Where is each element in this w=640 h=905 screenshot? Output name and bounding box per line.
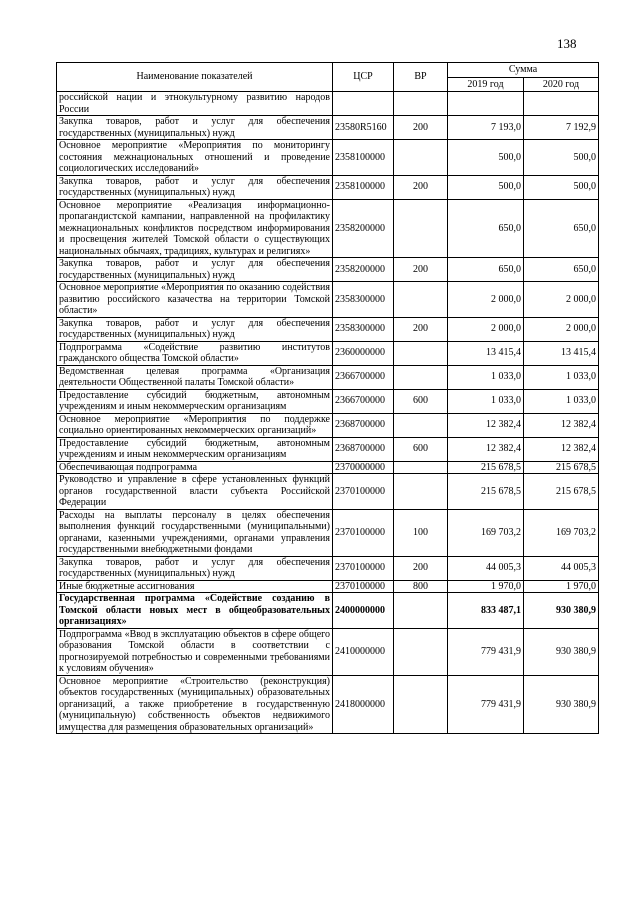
row-name: Подпрограмма «Содействие развитию институтов гражданского общества Томской области»	[57, 341, 333, 365]
row-sum-2019: 7 193,0	[448, 116, 524, 140]
row-name: Предоставление субсидий бюджетным, автономным учреждениям и иным некоммерческим организациям	[57, 437, 333, 461]
table-row	[57, 365, 599, 389]
table-row	[57, 675, 599, 734]
row-sum-2019: 2 000,0	[448, 282, 524, 318]
row-sum-2019: 44 005,3	[448, 556, 524, 580]
header-year-2020: 2020 год	[524, 77, 599, 92]
row-csr: 2358300000	[333, 317, 394, 341]
table-row	[57, 258, 599, 282]
row-sum-2019: 2 000,0	[448, 317, 524, 341]
row-vr	[394, 593, 448, 629]
row-vr	[394, 675, 448, 734]
row-vr: 200	[394, 317, 448, 341]
row-sum-2020: 650,0	[524, 258, 599, 282]
row-vr	[394, 199, 448, 258]
row-csr: 2366700000	[333, 365, 394, 389]
row-csr: 2370100000	[333, 580, 394, 593]
row-name: Закупка товаров, работ и услуг для обеспечения государственных (муниципальных) нужд	[57, 556, 333, 580]
row-sum-2019: 650,0	[448, 258, 524, 282]
row-csr: 2368700000	[333, 437, 394, 461]
row-sum-2020	[524, 92, 599, 116]
row-sum-2019: 215 678,5	[448, 461, 524, 474]
header-year-2019: 2019 год	[448, 77, 524, 92]
header-vr: ВР	[394, 63, 448, 92]
row-csr: 23580R5160	[333, 116, 394, 140]
row-sum-2020: 44 005,3	[524, 556, 599, 580]
row-name: Основное мероприятие «Реализация информационно-пропагандистской кампании, направленной на профилактику межнациональных конфликтов посредством информирования и просвещения жителей Томской области о существующих национальных обычаях, традициях, культурах и религиях»	[57, 199, 333, 258]
row-vr	[394, 92, 448, 116]
row-name: Закупка товаров, работ и услуг для обеспечения государственных (муниципальных) нужд	[57, 317, 333, 341]
table-row	[57, 474, 599, 510]
row-sum-2020: 500,0	[524, 140, 599, 176]
row-name: Закупка товаров, работ и услуг для обеспечения государственных (муниципальных) нужд	[57, 258, 333, 282]
page-number: 138	[557, 36, 577, 51]
row-vr: 200	[394, 556, 448, 580]
row-name: Ведомственная целевая программа «Организация деятельности Общественной палаты Томской области»	[57, 365, 333, 389]
row-vr	[394, 628, 448, 675]
table-row	[57, 175, 599, 199]
table-row	[57, 116, 599, 140]
row-sum-2019: 779 431,9	[448, 675, 524, 734]
row-sum-2020: 930 380,9	[524, 593, 599, 629]
row-sum-2020: 1 970,0	[524, 580, 599, 593]
row-csr: 2370100000	[333, 509, 394, 556]
row-sum-2019: 779 431,9	[448, 628, 524, 675]
row-csr: 2418000000	[333, 675, 394, 734]
row-csr: 2410000000	[333, 628, 394, 675]
row-sum-2019: 500,0	[448, 175, 524, 199]
row-sum-2019: 12 382,4	[448, 437, 524, 461]
table-row	[57, 92, 599, 116]
row-sum-2019: 169 703,2	[448, 509, 524, 556]
row-sum-2020: 930 380,9	[524, 675, 599, 734]
row-vr	[394, 341, 448, 365]
row-name: Руководство и управление в сфере установленных функций органов государственной власти субъекта Российской Федерации	[57, 474, 333, 510]
row-csr: 2368700000	[333, 413, 394, 437]
row-name: Расходы на выплаты персоналу в целях обеспечения выполнения функций государственными (муниципальными) органами, казенными учреждениями, органами управления государственными внебюджетными фондами	[57, 509, 333, 556]
table-header	[57, 63, 599, 92]
row-vr	[394, 461, 448, 474]
row-sum-2020: 930 380,9	[524, 628, 599, 675]
row-sum-2019: 1 970,0	[448, 580, 524, 593]
row-vr: 200	[394, 258, 448, 282]
row-vr	[394, 413, 448, 437]
row-sum-2020: 215 678,5	[524, 461, 599, 474]
row-csr: 2370000000	[333, 461, 394, 474]
row-sum-2019: 13 415,4	[448, 341, 524, 365]
row-vr: 200	[394, 116, 448, 140]
row-csr: 2358200000	[333, 258, 394, 282]
table-row	[57, 341, 599, 365]
row-vr	[394, 365, 448, 389]
row-csr: 2358200000	[333, 199, 394, 258]
row-sum-2020: 1 033,0	[524, 365, 599, 389]
row-name: Государственная программа «Содействие созданию в Томской области новых мест в общеобразовательных организациях»	[57, 593, 333, 629]
table-row	[57, 461, 599, 474]
row-vr	[394, 282, 448, 318]
table-row	[57, 593, 599, 629]
budget-table	[56, 62, 599, 734]
row-vr: 800	[394, 580, 448, 593]
row-vr: 200	[394, 175, 448, 199]
row-sum-2020: 7 192,9	[524, 116, 599, 140]
row-csr: 2366700000	[333, 389, 394, 413]
row-vr	[394, 474, 448, 510]
row-sum-2019: 1 033,0	[448, 365, 524, 389]
row-csr: 2400000000	[333, 593, 394, 629]
row-sum-2019	[448, 92, 524, 116]
row-sum-2019: 833 487,1	[448, 593, 524, 629]
row-vr	[394, 140, 448, 176]
row-csr: 2360000000	[333, 341, 394, 365]
row-sum-2020: 2 000,0	[524, 282, 599, 318]
row-vr: 100	[394, 509, 448, 556]
header-sum: Сумма	[448, 63, 599, 78]
table-row	[57, 317, 599, 341]
row-name: Закупка товаров, работ и услуг для обеспечения государственных (муниципальных) нужд	[57, 175, 333, 199]
row-sum-2020: 169 703,2	[524, 509, 599, 556]
row-vr: 600	[394, 389, 448, 413]
table-row	[57, 282, 599, 318]
row-sum-2019: 650,0	[448, 199, 524, 258]
row-csr: 2370100000	[333, 474, 394, 510]
table-row	[57, 509, 599, 556]
row-sum-2019: 500,0	[448, 140, 524, 176]
row-sum-2019: 1 033,0	[448, 389, 524, 413]
row-name: Обеспечивающая подпрограмма	[57, 461, 333, 474]
row-csr: 2370100000	[333, 556, 394, 580]
row-name: российской нации и этнокультурному развитию народов России	[57, 92, 333, 116]
row-name: Иные бюджетные ассигнования	[57, 580, 333, 593]
row-sum-2020: 2 000,0	[524, 317, 599, 341]
row-name: Основное мероприятие «Мероприятия по мониторингу состояния межнациональных отношений и проведение социологических исследований»	[57, 140, 333, 176]
row-sum-2020: 650,0	[524, 199, 599, 258]
row-csr: 2358300000	[333, 282, 394, 318]
row-sum-2020: 12 382,4	[524, 413, 599, 437]
row-name: Основное мероприятие «Строительство (реконструкция) объектов государственных (муниципальных) образовательных организаций, а также приобретение в государственную (муниципальную) собственность объектов недвижимого имущества для размещения образовательных организаций»	[57, 675, 333, 734]
table-body	[57, 92, 599, 734]
row-sum-2020: 12 382,4	[524, 437, 599, 461]
table-row	[57, 437, 599, 461]
row-csr	[333, 92, 394, 116]
table-row	[57, 628, 599, 675]
row-sum-2019: 215 678,5	[448, 474, 524, 510]
table-row	[57, 199, 599, 258]
row-name: Закупка товаров, работ и услуг для обеспечения государственных (муниципальных) нужд	[57, 116, 333, 140]
table-row	[57, 413, 599, 437]
table-row	[57, 389, 599, 413]
row-sum-2020: 13 415,4	[524, 341, 599, 365]
header-csr: ЦСР	[333, 63, 394, 92]
row-csr: 2358100000	[333, 175, 394, 199]
table-row	[57, 580, 599, 593]
row-name: Подпрограмма «Ввод в эксплуатацию объектов в сфере общего образования Томской области в соответствии с прогнозируемой потребностью и современными требованиями к условиям обучения»	[57, 628, 333, 675]
row-vr: 600	[394, 437, 448, 461]
table-row	[57, 140, 599, 176]
row-sum-2020: 500,0	[524, 175, 599, 199]
row-sum-2019: 12 382,4	[448, 413, 524, 437]
row-sum-2020: 1 033,0	[524, 389, 599, 413]
header-name: Наименование показателей	[57, 63, 333, 92]
row-sum-2020: 215 678,5	[524, 474, 599, 510]
table-row	[57, 556, 599, 580]
row-csr: 2358100000	[333, 140, 394, 176]
row-name: Основное мероприятие «Мероприятия по поддержке социально ориентированных некоммерческих организаций»	[57, 413, 333, 437]
row-name: Основное мероприятие «Мероприятия по оказанию содействия развитию российского казачества на территории Томской области»	[57, 282, 333, 318]
row-name: Предоставление субсидий бюджетным, автономным учреждениям и иным некоммерческим организациям	[57, 389, 333, 413]
